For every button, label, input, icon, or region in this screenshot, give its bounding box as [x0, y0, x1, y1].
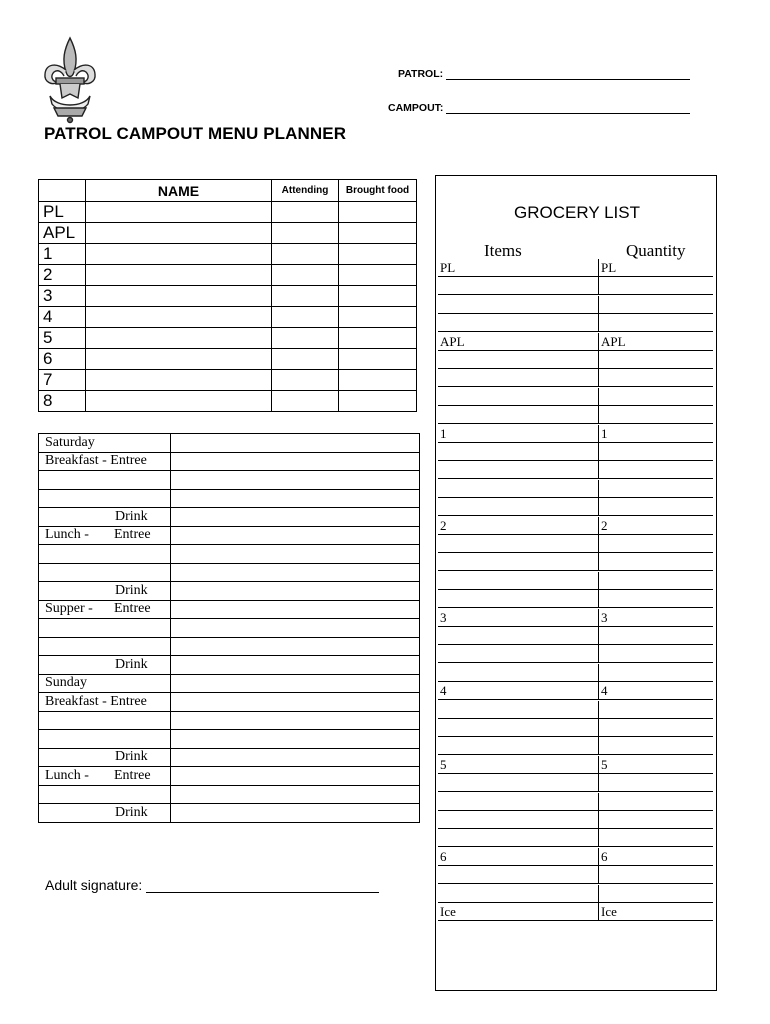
grocery-item-cell[interactable] — [438, 737, 598, 755]
menu-entry-cell[interactable] — [171, 711, 420, 730]
roster-header-brought-food: Brought food — [339, 180, 417, 202]
roster-brought-food-cell[interactable] — [339, 265, 417, 286]
roster-name-cell[interactable] — [86, 328, 272, 349]
grocery-item-cell[interactable]: 2 — [440, 517, 447, 533]
grocery-item-cell[interactable]: 3 — [440, 609, 447, 625]
grocery-quantity-cell[interactable]: 4 — [598, 682, 713, 700]
grocery-row — [438, 811, 713, 829]
grocery-item-cell[interactable] — [438, 498, 598, 516]
menu-entry-cell[interactable] — [171, 767, 420, 786]
grocery-row — [438, 553, 713, 571]
grocery-row — [438, 848, 713, 866]
grocery-quantity-cell[interactable] — [598, 553, 713, 571]
grocery-quantity-cell[interactable] — [598, 701, 713, 719]
patrol-field[interactable] — [398, 68, 690, 80]
roster-row — [39, 202, 417, 223]
grocery-item-cell[interactable]: APL — [440, 333, 465, 349]
grocery-item-cell[interactable]: Ice — [440, 904, 456, 919]
grocery-row — [438, 645, 713, 663]
grocery-row — [438, 627, 713, 645]
grocery-item-cell[interactable] — [438, 866, 598, 884]
roster-brought-food-cell[interactable] — [339, 223, 417, 244]
grocery-item-cell[interactable] — [438, 664, 598, 682]
grocery-item-cell[interactable] — [438, 774, 598, 792]
grocery-row — [438, 498, 713, 516]
roster-row — [39, 286, 417, 307]
menu-row — [39, 730, 420, 749]
grocery-quantity-cell[interactable] — [598, 351, 713, 369]
roster-row-label: 1 — [39, 244, 86, 265]
grocery-item-cell[interactable] — [438, 461, 598, 479]
grocery-quantity-cell[interactable] — [598, 811, 713, 829]
menu-entry-cell[interactable] — [171, 471, 420, 490]
grocery-row — [438, 719, 713, 737]
grocery-quantity-cell[interactable] — [598, 572, 713, 590]
roster-brought-food-cell[interactable] — [339, 328, 417, 349]
grocery-quantity-cell[interactable] — [598, 388, 713, 406]
menu-entry-cell[interactable] — [171, 600, 420, 619]
grocery-quantity-cell[interactable] — [598, 498, 713, 516]
menu-meal-label: Entree — [114, 601, 151, 617]
grocery-row — [438, 903, 713, 921]
grocery-row — [438, 590, 713, 608]
menu-meal-prefix: Supper - — [45, 601, 93, 617]
grocery-item-cell[interactable]: PL — [440, 260, 456, 275]
menu-row-label: Drink — [39, 582, 171, 601]
roster-name-cell[interactable] — [86, 370, 272, 391]
page-title: PATROL CAMPOUT MENU PLANNER — [44, 124, 347, 143]
roster-attending-cell[interactable] — [272, 244, 339, 265]
roster-attending-cell[interactable] — [272, 223, 339, 244]
grocery-item-cell[interactable] — [438, 793, 598, 811]
grocery-item-cell[interactable] — [438, 296, 598, 314]
campout-label: CAMPOUT: — [388, 102, 444, 114]
menu-entry-cell[interactable] — [171, 637, 420, 656]
adult-signature-label: Adult signature: — [45, 877, 143, 893]
grocery-quantity-cell[interactable]: Ice — [598, 903, 713, 921]
grocery-item-cell[interactable] — [438, 351, 598, 369]
roster-attending-cell[interactable] — [272, 370, 339, 391]
menu-row — [39, 711, 420, 730]
patrol-label: PATROL: — [398, 68, 444, 80]
roster-row-label: 8 — [39, 391, 86, 412]
grocery-row — [438, 609, 713, 627]
grocery-quantity-cell[interactable] — [598, 737, 713, 755]
roster-row — [39, 307, 417, 328]
roster-name-cell[interactable] — [86, 349, 272, 370]
grocery-row — [438, 351, 713, 369]
menu-row-label — [39, 526, 171, 545]
adult-signature-line[interactable] — [146, 879, 379, 893]
menu-entry-cell[interactable] — [171, 619, 420, 638]
menu-row-label — [39, 545, 171, 564]
roster-brought-food-cell[interactable] — [339, 391, 417, 412]
grocery-item-cell[interactable] — [438, 480, 598, 498]
grocery-row — [438, 277, 713, 295]
roster-row-label: APL — [39, 223, 86, 244]
grocery-row — [438, 314, 713, 332]
menu-row — [39, 674, 420, 693]
roster-name-cell[interactable] — [86, 202, 272, 223]
grocery-row — [438, 480, 713, 498]
roster-row — [39, 244, 417, 265]
grocery-item-cell[interactable] — [438, 535, 598, 553]
grocery-quantity-cell[interactable] — [598, 277, 713, 295]
menu-meal-label: Entree — [114, 767, 151, 783]
roster-row — [39, 349, 417, 370]
roster-name-cell[interactable] — [86, 244, 272, 265]
roster-attending-cell[interactable] — [272, 349, 339, 370]
roster-header-row — [39, 180, 417, 202]
grocery-item-cell[interactable] — [438, 406, 598, 424]
menu-row-label — [39, 489, 171, 508]
menu-row — [39, 785, 420, 804]
menu-row — [39, 452, 420, 471]
roster-row-label: 7 — [39, 370, 86, 391]
menu-entry-cell[interactable] — [171, 452, 420, 471]
grocery-row — [438, 793, 713, 811]
grocery-quantity-cell[interactable] — [598, 443, 713, 461]
roster-brought-food-cell[interactable] — [339, 286, 417, 307]
grocery-row — [438, 425, 713, 443]
grocery-quantity-cell[interactable] — [598, 645, 713, 663]
grocery-quantity-cell[interactable]: PL — [598, 259, 713, 277]
menu-row — [39, 600, 420, 619]
roster-row — [39, 328, 417, 349]
menu-row-label: Drink — [39, 656, 171, 675]
grocery-quantity-cell[interactable]: 1 — [598, 425, 713, 443]
grocery-item-cell[interactable] — [438, 369, 598, 387]
roster-brought-food-cell[interactable] — [339, 244, 417, 265]
menu-entry-cell[interactable] — [171, 434, 420, 453]
menu-entry-cell[interactable] — [171, 730, 420, 749]
menu-row — [39, 545, 420, 564]
menu-meal-label: Entree — [114, 527, 151, 543]
grocery-list-box — [435, 175, 717, 991]
menu-entry-cell[interactable] — [171, 582, 420, 601]
roster-attending-cell[interactable] — [272, 265, 339, 286]
roster-row — [39, 370, 417, 391]
menu-meal-prefix: Lunch - — [45, 767, 89, 783]
menu-row-label: Drink — [39, 804, 171, 823]
grocery-item-cell[interactable] — [438, 627, 598, 645]
fleur-de-lis-emblem-icon — [42, 36, 98, 124]
menu-row-label: Breakfast - Entree — [39, 693, 171, 712]
roster-brought-food-cell[interactable] — [339, 202, 417, 223]
roster-attending-cell[interactable] — [272, 391, 339, 412]
grocery-row — [438, 829, 713, 847]
grocery-items-header: Items — [484, 241, 522, 260]
grocery-item-cell[interactable] — [438, 885, 598, 903]
grocery-row — [438, 461, 713, 479]
roster-row-label: PL — [39, 202, 86, 223]
grocery-item-cell[interactable] — [438, 443, 598, 461]
menu-entry-cell[interactable] — [171, 804, 420, 823]
roster-attending-cell[interactable] — [272, 307, 339, 328]
grocery-row — [438, 369, 713, 387]
roster-brought-food-cell[interactable] — [339, 307, 417, 328]
grocery-row — [438, 406, 713, 424]
menu-row — [39, 582, 420, 601]
menu-row-label — [39, 711, 171, 730]
grocery-quantity-cell[interactable] — [598, 369, 713, 387]
grocery-row — [438, 388, 713, 406]
grocery-quantity-cell[interactable]: 5 — [598, 756, 713, 774]
menu-row — [39, 748, 420, 767]
adult-signature-field[interactable] — [45, 877, 379, 893]
grocery-quantity-header: Quantity — [626, 241, 686, 260]
roster-name-cell[interactable] — [86, 391, 272, 412]
menu-row — [39, 656, 420, 675]
grocery-quantity-cell[interactable] — [598, 829, 713, 847]
roster-table — [38, 179, 417, 412]
grocery-item-cell[interactable] — [438, 645, 598, 663]
menu-entry-cell[interactable] — [171, 693, 420, 712]
grocery-item-cell[interactable]: 6 — [440, 848, 447, 864]
menu-row — [39, 693, 420, 712]
grocery-row — [438, 535, 713, 553]
grocery-row — [438, 443, 713, 461]
grocery-row — [438, 682, 713, 700]
menu-row — [39, 434, 420, 453]
roster-name-cell[interactable] — [86, 265, 272, 286]
roster-brought-food-cell[interactable] — [339, 349, 417, 370]
menu-row — [39, 526, 420, 545]
grocery-item-cell[interactable] — [438, 388, 598, 406]
menu-row-label: Drink — [39, 748, 171, 767]
menu-entry-cell[interactable] — [171, 656, 420, 675]
grocery-row — [438, 866, 713, 884]
grocery-row — [438, 296, 713, 314]
grocery-quantity-cell[interactable] — [598, 480, 713, 498]
menu-row — [39, 767, 420, 786]
grocery-quantity-cell[interactable] — [598, 296, 713, 314]
menu-row-label: Saturday — [39, 434, 171, 453]
roster-brought-food-cell[interactable] — [339, 370, 417, 391]
roster-header-blank — [39, 180, 86, 202]
grocery-item-cell[interactable]: 5 — [440, 756, 447, 772]
grocery-list-title: GROCERY LIST — [514, 203, 640, 222]
grocery-quantity-cell[interactable]: 6 — [598, 848, 713, 866]
grocery-row — [438, 885, 713, 903]
menu-meal-prefix: Lunch - — [45, 527, 89, 543]
grocery-row — [438, 756, 713, 774]
menu-row — [39, 804, 420, 823]
grocery-item-cell[interactable] — [438, 572, 598, 590]
menu-row-label — [39, 619, 171, 638]
roster-row-label: 3 — [39, 286, 86, 307]
campout-line[interactable] — [446, 104, 690, 114]
campout-field[interactable] — [388, 102, 690, 114]
grocery-quantity-cell[interactable] — [598, 535, 713, 553]
menu-entry-cell[interactable] — [171, 489, 420, 508]
menu-row — [39, 508, 420, 527]
grocery-quantity-cell[interactable] — [598, 866, 713, 884]
grocery-quantity-cell[interactable] — [598, 719, 713, 737]
menu-row-label — [39, 730, 171, 749]
menu-row-label: Sunday — [39, 674, 171, 693]
grocery-row — [438, 517, 713, 535]
grocery-quantity-cell[interactable] — [598, 793, 713, 811]
menu-entry-cell[interactable] — [171, 674, 420, 693]
grocery-quantity-cell[interactable] — [598, 406, 713, 424]
grocery-quantity-cell[interactable]: 2 — [598, 517, 713, 535]
grocery-quantity-cell[interactable] — [598, 590, 713, 608]
roster-row-label: 4 — [39, 307, 86, 328]
roster-attending-cell[interactable] — [272, 202, 339, 223]
grocery-item-cell[interactable] — [438, 811, 598, 829]
grocery-item-cell[interactable] — [438, 701, 598, 719]
grocery-item-cell[interactable] — [438, 553, 598, 571]
roster-attending-cell[interactable] — [272, 286, 339, 307]
grocery-quantity-cell[interactable] — [598, 314, 713, 332]
grocery-row — [438, 701, 713, 719]
grocery-quantity-cell[interactable] — [598, 627, 713, 645]
grocery-quantity-cell[interactable] — [598, 664, 713, 682]
menu-entry-cell[interactable] — [171, 508, 420, 527]
menu-row-label — [39, 563, 171, 582]
grocery-row — [438, 737, 713, 755]
roster-row-label: 6 — [39, 349, 86, 370]
roster-name-cell[interactable] — [86, 223, 272, 244]
grocery-row — [438, 259, 713, 277]
grocery-row — [438, 774, 713, 792]
menu-entry-cell[interactable] — [171, 785, 420, 804]
grocery-item-cell[interactable] — [438, 590, 598, 608]
menu-row — [39, 489, 420, 508]
menu-row-label — [39, 471, 171, 490]
menu-table — [38, 433, 420, 823]
roster-attending-cell[interactable] — [272, 328, 339, 349]
grocery-quantity-cell[interactable] — [598, 774, 713, 792]
menu-row-label: Breakfast - Entree — [39, 452, 171, 471]
grocery-row — [438, 572, 713, 590]
menu-entry-cell[interactable] — [171, 748, 420, 767]
grocery-item-cell[interactable] — [438, 277, 598, 295]
grocery-item-cell[interactable]: 1 — [440, 425, 447, 441]
roster-row — [39, 391, 417, 412]
menu-row — [39, 471, 420, 490]
roster-row — [39, 223, 417, 244]
menu-row-label — [39, 785, 171, 804]
grocery-row — [438, 333, 713, 351]
menu-row-label — [39, 600, 171, 619]
grocery-quantity-cell[interactable] — [598, 885, 713, 903]
grocery-item-cell[interactable] — [438, 719, 598, 737]
menu-entry-cell[interactable] — [171, 526, 420, 545]
menu-entry-cell[interactable] — [171, 563, 420, 582]
menu-row-label — [39, 637, 171, 656]
menu-entry-cell[interactable] — [171, 545, 420, 564]
grocery-item-cell[interactable]: 4 — [440, 683, 447, 699]
menu-row — [39, 619, 420, 638]
roster-header-attending: Attending — [272, 180, 339, 202]
roster-name-cell[interactable] — [86, 286, 272, 307]
roster-row-label: 2 — [39, 265, 86, 286]
grocery-row — [438, 664, 713, 682]
menu-row-label — [39, 767, 171, 786]
grocery-quantity-cell[interactable]: 3 — [598, 609, 713, 627]
menu-row — [39, 637, 420, 656]
grocery-item-cell[interactable] — [438, 314, 598, 332]
grocery-quantity-cell[interactable]: APL — [598, 333, 713, 351]
roster-header-name: NAME — [86, 180, 272, 202]
menu-row — [39, 563, 420, 582]
patrol-line[interactable] — [446, 70, 690, 80]
roster-row-label: 5 — [39, 328, 86, 349]
menu-row-label: Drink — [39, 508, 171, 527]
grocery-item-cell[interactable] — [438, 829, 598, 847]
roster-row — [39, 265, 417, 286]
grocery-quantity-cell[interactable] — [598, 461, 713, 479]
roster-name-cell[interactable] — [86, 307, 272, 328]
